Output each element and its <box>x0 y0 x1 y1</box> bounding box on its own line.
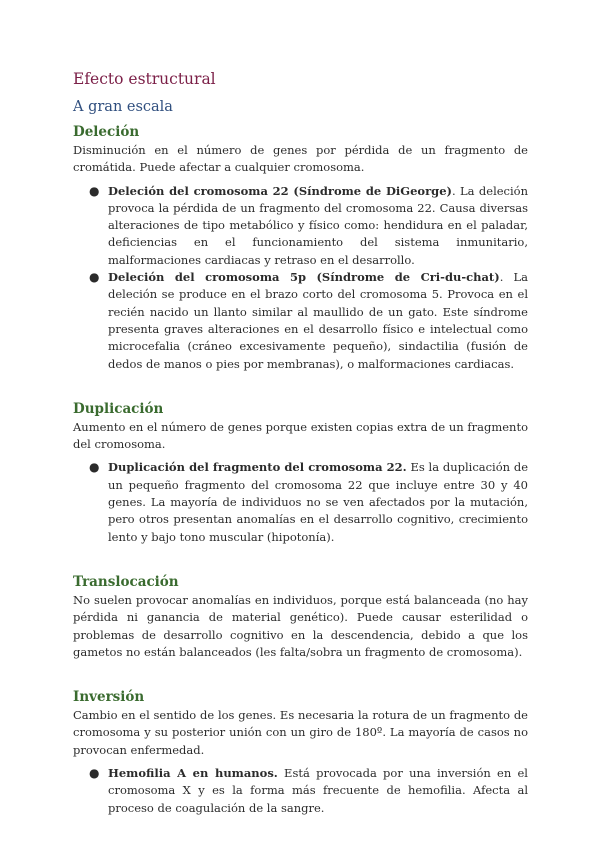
bullet-icon: ● <box>89 183 100 198</box>
item-bold-text: Deleción del cromosoma 5p (Síndrome de Cri-du-chat) <box>108 270 500 285</box>
list-item <box>89 459 528 545</box>
section-title: Deleción <box>73 124 140 140</box>
item-text: . La deleción provoca la pérdida de un fragmento del cromosoma 22. Causa diversas alteraciones de tipo metabólico y físico como: hendidura en el paladar, deficiencias en el funcionamiento del sistema inmunitario, malformaciones cardiacas y retraso en el desarrollo. <box>108 183 528 267</box>
bullet-list <box>73 459 528 545</box>
bullet-list <box>73 183 528 373</box>
section-text: Aumento en el número de genes porque existen copias extra de un fragmento del cromosoma. <box>73 419 528 452</box>
section-title: Duplicación <box>73 400 164 417</box>
section-text: Disminución en el número de genes por pérdida de un fragmento de cromátida. Puede afectar a cualquier cromosoma. <box>73 143 528 175</box>
list-item <box>89 183 528 269</box>
item-bold-text: Hemofilia A en humanos. <box>108 766 278 781</box>
section-translocacion <box>73 572 528 661</box>
document-content <box>73 68 528 817</box>
item-text: Está provocada por una inversión en el cromosoma X y es la forma más frecuente de hemofilia. Afecta al proceso de coagulación de la sangre. <box>108 766 528 815</box>
item-bold-text: Deleción del cromosoma 22 (Síndrome de DiGeorge) <box>108 183 452 198</box>
section-title: Translocación <box>73 573 179 590</box>
item-text: Es la duplicación de un pequeño fragmento del cromosoma 22 que incluye entre 30 y 40 genes. La mayoría de individuos no se ven afectados por la mutación, pero otros presentan anomalías en el desarrollo cognitivo, crecimiento lento y bajo tono muscular (hipotonía). <box>108 460 528 544</box>
heading-a-gran-escala: A gran escala <box>73 99 173 115</box>
bullet-icon: ● <box>89 460 100 475</box>
section-inversion <box>73 687 528 817</box>
heading-efecto-estructural: Efecto estructural <box>73 70 216 88</box>
section-delecion <box>73 122 528 373</box>
section-title: Inversión <box>73 689 145 706</box>
section-duplicacion <box>73 399 528 546</box>
list-item <box>89 765 528 817</box>
item-text: . La deleción se produce en el brazo corto del cromosoma 5. Provoca en el recién nacido un llanto similar al maullido de un gato. Este síndrome presenta graves alteraciones en el desarrollo físico e intelectual como microcefalia (cráneo excesivamente pequeño), sindactilia (fusión de dedos de manos o pies por membranas), o malformaciones cardiacas. <box>108 270 528 371</box>
list-item <box>89 269 528 373</box>
item-bold-text: Duplicación del fragmento del cromosoma 22. <box>108 460 407 475</box>
section-text: Cambio en el sentido de los genes. Es necesaria la rotura de un fragmento de cromosoma y su posterior unión con un giro de 180º. La mayoría de casos no provocan enfermedad. <box>73 708 528 757</box>
bullet-list <box>73 765 528 817</box>
bullet-icon: ● <box>89 270 100 285</box>
bullet-icon: ● <box>89 766 100 781</box>
section-text: No suelen provocar anomalías en individuos, porque está balanceada (no hay pérdida ni ganancia de material genético). Puede causar esterilidad o problemas de desarrollo cognitivo en la descendencia, debido a que los gametos no están balanceados (les falta/sobra un fragmento de cromosoma). <box>73 592 528 659</box>
